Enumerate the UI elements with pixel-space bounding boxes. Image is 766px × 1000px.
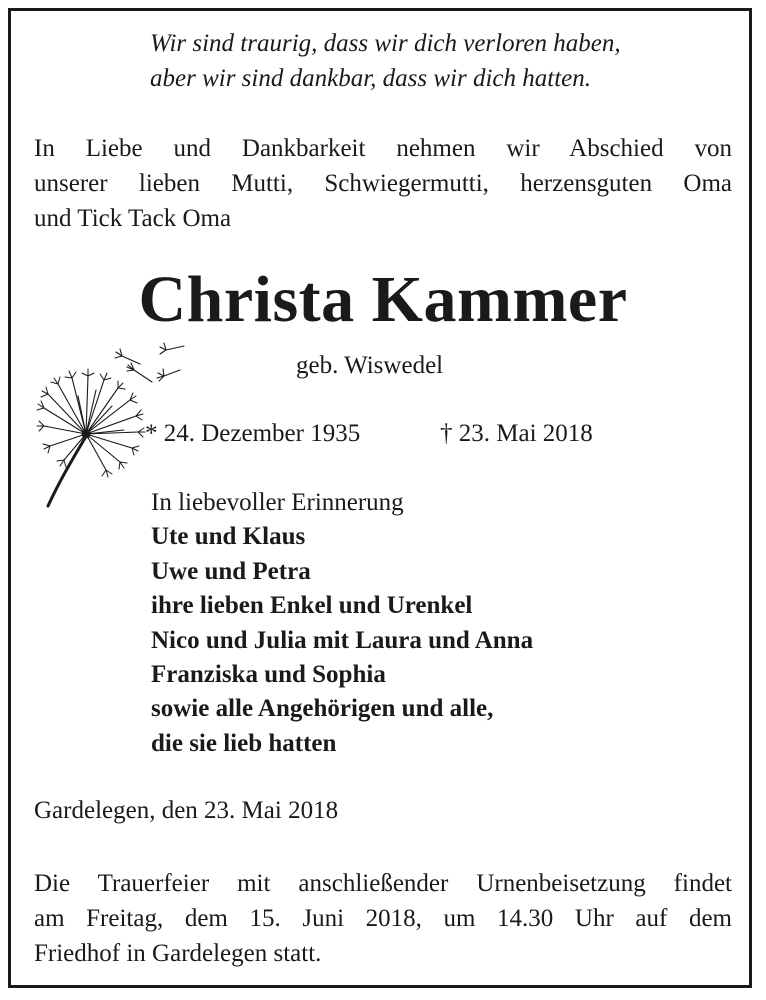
- death-date: † 23. Mai 2018: [440, 420, 593, 447]
- mourner-name: Nico und Julia mit Laura und Anna: [151, 626, 534, 654]
- motto-line-2: aber wir sind dankbar, dass wir dich hatten.: [150, 65, 591, 92]
- birth-date: * 24. Dezember 1935: [145, 420, 361, 447]
- place-date: Gardelegen, den 23. Mai 2018: [34, 797, 339, 824]
- mourner-name: die sie lieb hatten: [151, 729, 337, 757]
- ceremony-line-2: am Freitag, dem 15. Juni 2018, um 14.30 Uhr auf dem: [34, 905, 732, 932]
- maiden-name: geb. Wiswedel: [296, 352, 444, 379]
- intro-line-1: In Liebe und Dankbarkeit nehmen wir Abschied von: [34, 135, 732, 162]
- mourner-name: Franziska und Sophia: [151, 661, 386, 689]
- intro-line-3: und Tick Tack Oma: [34, 205, 232, 232]
- ceremony-line-3: Friedhof in Gardelegen statt.: [34, 940, 322, 967]
- mourner-name: ihre lieben Enkel und Urenkel: [151, 592, 473, 620]
- deceased-name: Christa Kammer: [138, 263, 628, 336]
- mourner-name: Uwe und Petra: [151, 557, 311, 585]
- ceremony-notice: [34, 866, 732, 971]
- intro-line-2: unserer lieben Mutti, Schwiegermutti, herzensguten Oma: [34, 170, 732, 197]
- ceremony-line-1: Die Trauerfeier mit anschließender Urnenbeisetzung findet: [34, 870, 732, 897]
- mourner-name: Ute und Klaus: [151, 523, 306, 551]
- mourners-heading: In liebevoller Erinnerung: [151, 489, 404, 516]
- motto: [150, 26, 621, 96]
- mourner-name: sowie alle Angehörigen und alle,: [151, 695, 494, 723]
- motto-line-1: Wir sind traurig, dass wir dich verloren haben,: [150, 30, 621, 57]
- mourners-list: [151, 486, 533, 761]
- intro-text: [34, 131, 732, 236]
